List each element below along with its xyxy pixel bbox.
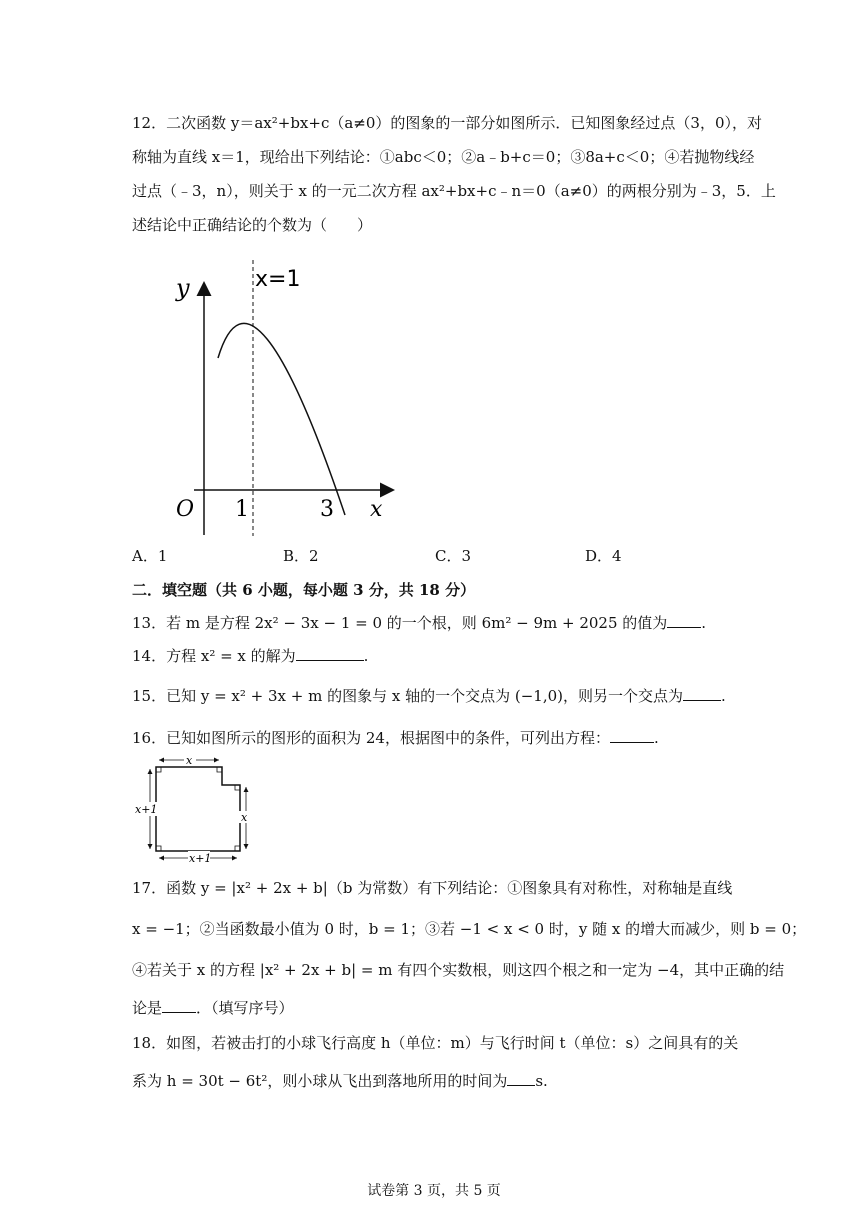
question-18-text: 系为 h = 30t − 6t²，则小球从飞出到落地所用的时间为 (132, 1072, 508, 1090)
question-13-text: 13．若 m 是方程 2x² − 3x − 1 = 0 的一个根，则 6m² − 9m + 2025 的值为 (132, 614, 668, 632)
answer-blank[interactable] (162, 998, 196, 1013)
question-18-end: s. (535, 1072, 548, 1090)
option-d[interactable]: D．4 (585, 547, 622, 565)
question-17-line-2: x = −1；②当函数最小值为 0 时，b = 1；③若 −1 < x < 0 时，y 随 x 的增大而减少，则 b = 0； (132, 920, 807, 938)
figure-top-label: x (186, 755, 193, 767)
figure-right-label: x (241, 811, 248, 824)
tick-label-3: 3 (320, 497, 334, 522)
answer-blank[interactable] (296, 646, 364, 661)
question-12-line: 述结论中正确结论的个数为（ ） (132, 216, 373, 234)
answer-blank[interactable] (667, 613, 701, 628)
answer-blank[interactable] (610, 728, 654, 743)
option-a[interactable]: A．1 (132, 547, 168, 565)
question-12-line: 称轴为直线 x＝1，现给出下列结论：①abc＜0；②a﹣b+c＝0；③8a+c＜0；④若抛物线经 (132, 148, 755, 166)
question-15-text: 15．已知 y = x² + 3x + m 的图象与 x 轴的一个交点为 (−1,0)，则另一个交点为 (132, 687, 684, 705)
answer-blank[interactable] (507, 1071, 535, 1086)
question-14-end: . (363, 647, 369, 665)
parabola-curve (218, 323, 345, 515)
question-12-text (132, 113, 776, 249)
area-figure (132, 755, 254, 865)
question-14 (132, 646, 368, 666)
parabola-graph (160, 258, 420, 543)
option-b[interactable]: B．2 (283, 547, 319, 565)
question-12-line: 12．二次函数 y＝ax²+bx+c（a≠0）的图象的一部分如图所示．已知图象经过点（3，0），对 (132, 114, 762, 132)
origin-label: O (176, 497, 195, 522)
symmetry-axis-label: x=1 (255, 267, 301, 292)
question-16 (132, 728, 659, 748)
tick-label-1: 1 (235, 497, 249, 522)
y-axis-label: y (176, 274, 190, 302)
question-16-text: 16．已知如图所示的图形的面积为 24，根据图中的条件，可列出方程： (132, 729, 610, 747)
section-title: 二．填空题（共 6 小题，每小题 3 分，共 18 分） (132, 581, 476, 599)
answer-blank[interactable] (683, 686, 721, 701)
x-axis-label: x (370, 497, 383, 522)
figure-left-label: x+1 (135, 803, 158, 816)
question-14-text: 14．方程 x² = x 的解为 (132, 647, 296, 665)
question-15-end: . (721, 687, 726, 705)
question-15 (132, 686, 726, 706)
question-17-end: ．（填写序号） (196, 999, 294, 1017)
question-17-line-1: 17．函数 y = |x² + 2x + b|（b 为常数）有下列结论：①图象具有对称性，对称轴是直线 (132, 879, 733, 897)
question-17-line-4 (132, 998, 294, 1018)
question-13 (132, 613, 706, 633)
question-18-line-2 (132, 1071, 548, 1091)
question-12-line: 过点（﹣3，n），则关于 x 的一元二次方程 ax²+bx+c﹣n＝0（a≠0）的两根分别为﹣3，5．上 (132, 182, 776, 200)
page-footer: 试卷第 3 页，共 5 页 (367, 1183, 501, 1199)
figure-outline (156, 767, 240, 851)
option-c[interactable]: C．3 (435, 547, 472, 565)
question-18-line-1: 18．如图，若被击打的小球飞行高度 h（单位：m）与飞行时间 t（单位：s）之间具有的关 (132, 1034, 739, 1052)
question-12-options (132, 545, 752, 565)
figure-bottom-label: x+1 (189, 852, 212, 865)
question-16-end: . (653, 729, 659, 747)
question-17-line-3: ④若关于 x 的方程 |x² + 2x + b| = m 有四个实数根，则这四个根之和一定为 −4，其中正确的结 (132, 961, 785, 979)
question-13-end: . (701, 614, 707, 632)
question-17-text: 论是 (132, 999, 163, 1017)
